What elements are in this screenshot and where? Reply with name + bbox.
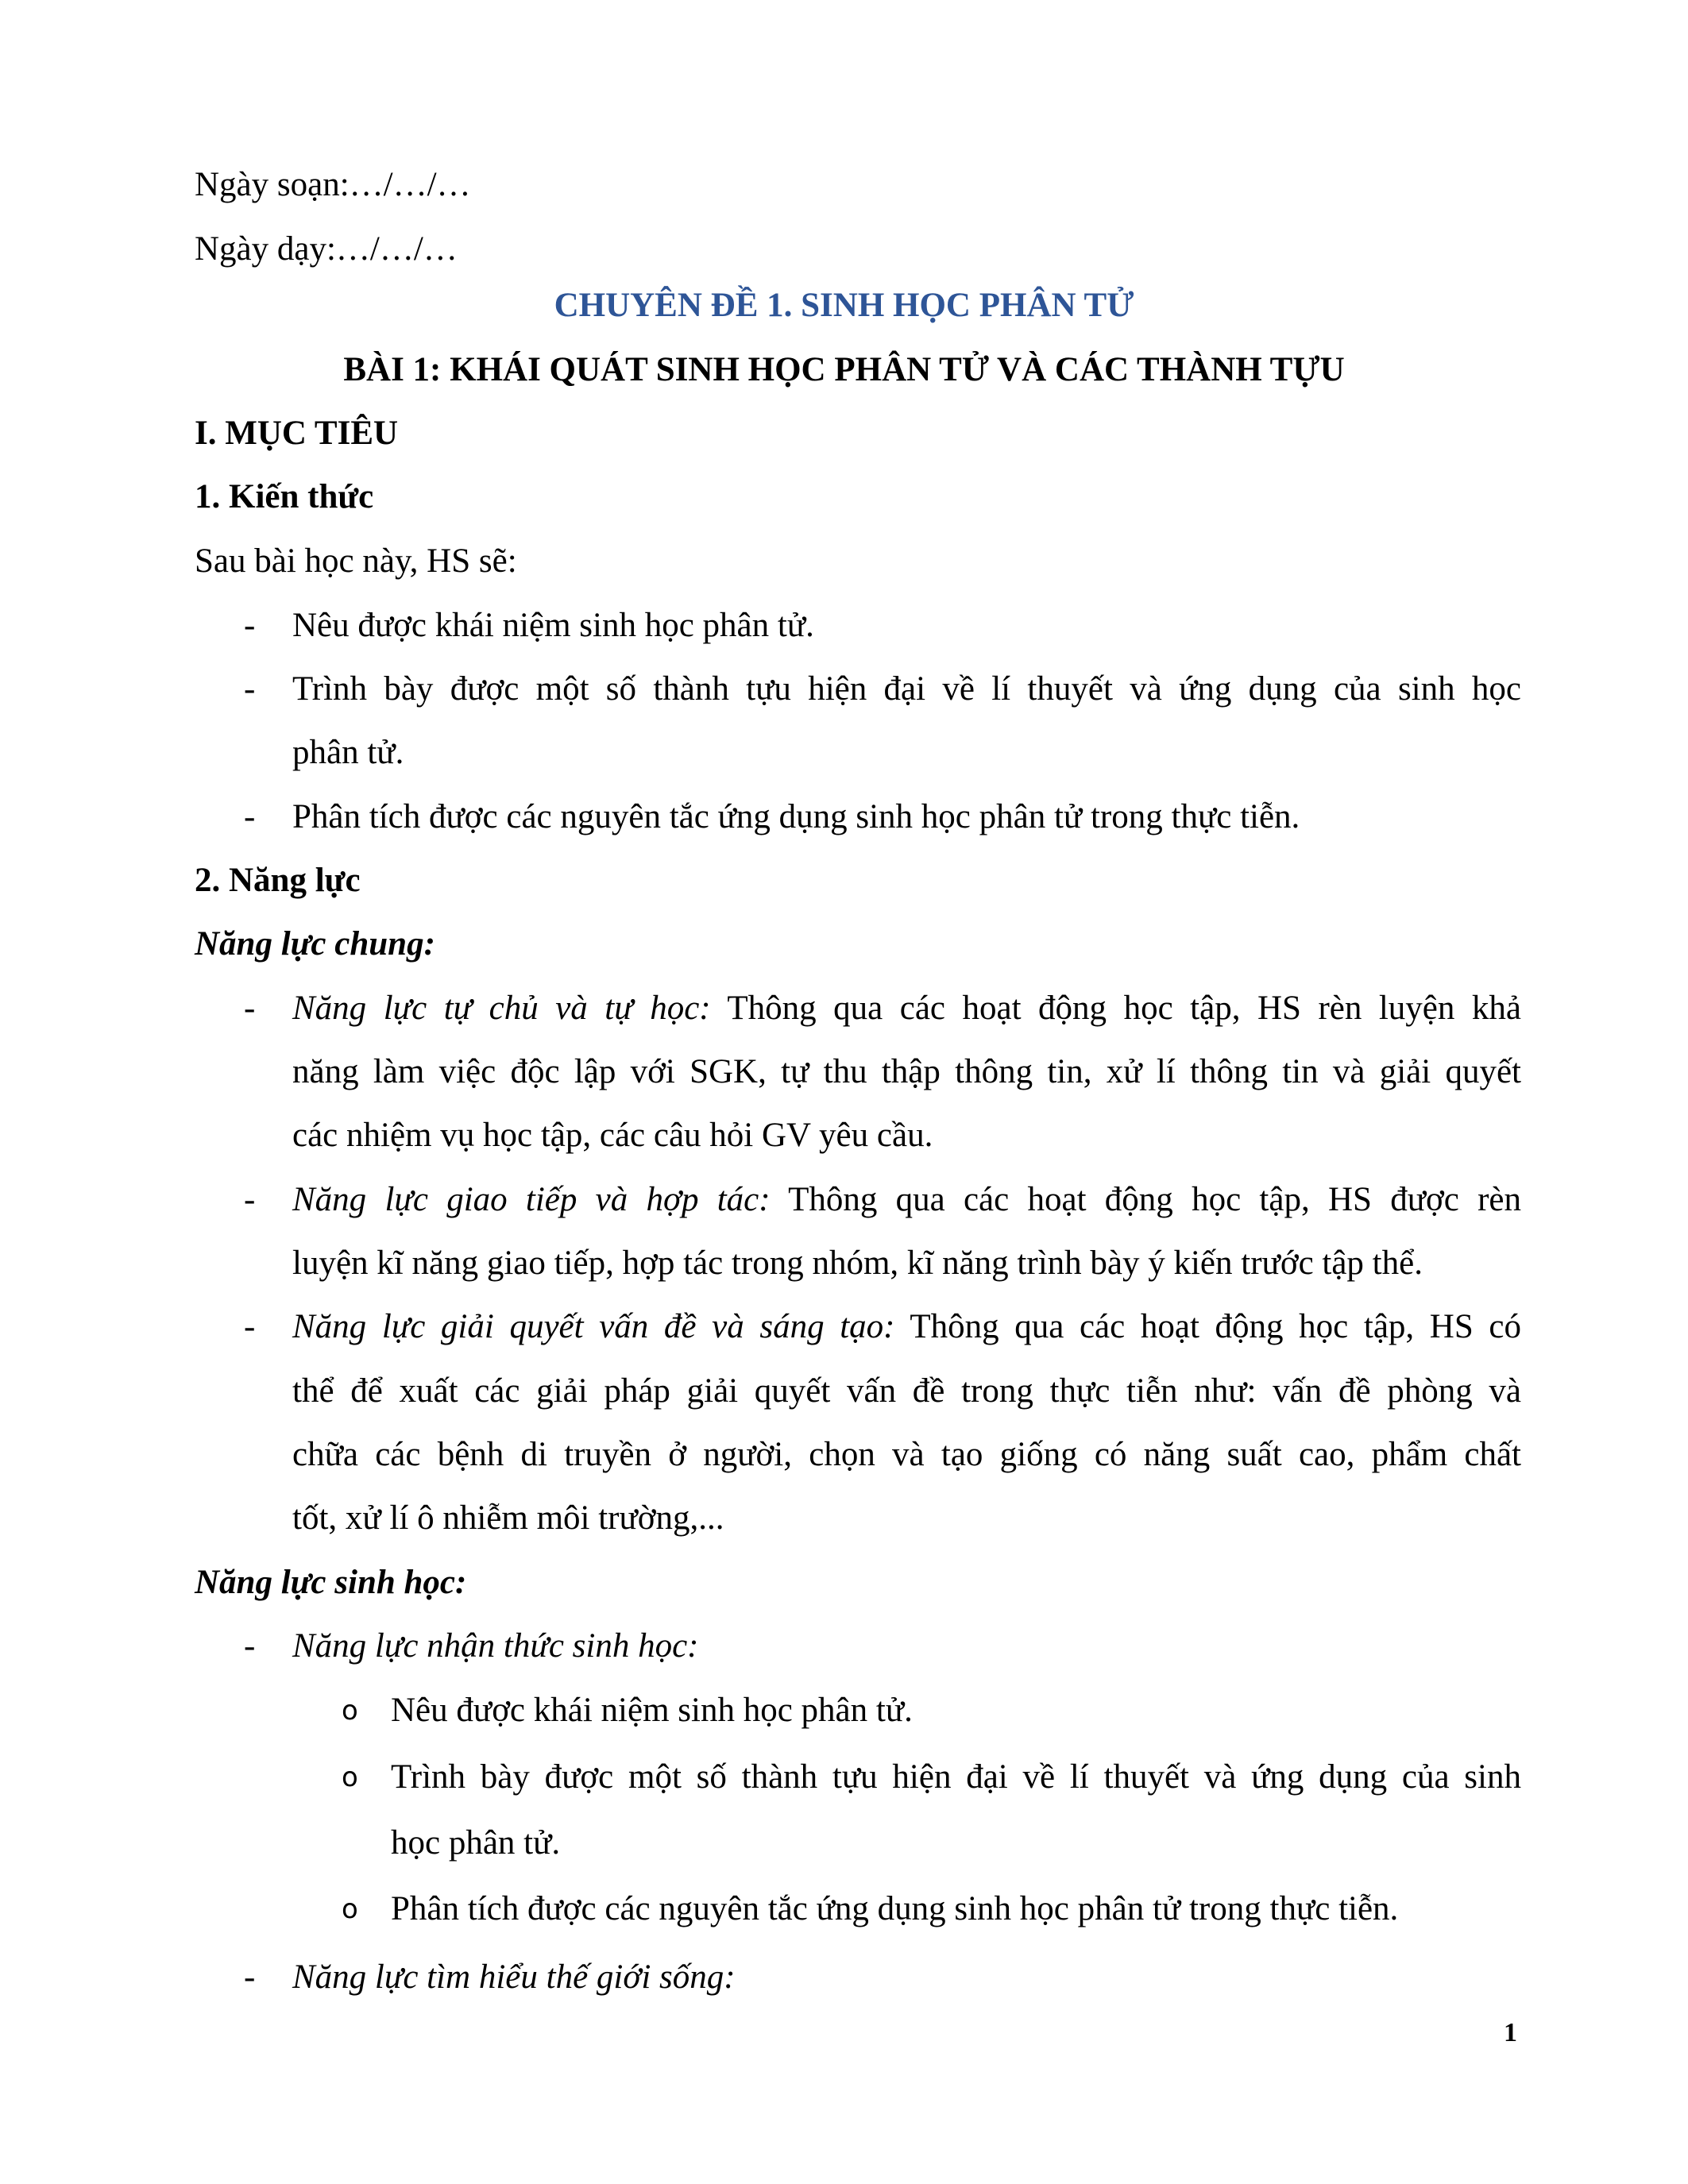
nang-luc-giao-tiep-label: Năng lực giao tiếp và hợp tác: xyxy=(292,1181,771,1218)
ngay-day: Ngày dạy:…/…/… xyxy=(195,230,458,268)
nhan-thuc-item-1: Nêu được khái niệm sinh học phân tử. xyxy=(391,1692,913,1729)
nang-luc-tu-chu-line-2: năng làm việc độc lập với SGK, tự thu thập thông tin, xử lí thông tin và giải quyết xyxy=(292,1053,1521,1090)
kien-thuc-item-3: Phân tích được các nguyên tắc ứng dụng sinh học phân tử trong thực tiễn. xyxy=(292,798,1300,835)
section-muc-tieu: I. MỤC TIÊU xyxy=(195,415,399,452)
bullet-dash: - xyxy=(244,1958,256,1996)
nang-luc-giai-quyet-line-2: thể để xuất các giải pháp giải quyết vấn đề trong thực tiễn như: vấn đề phòng và xyxy=(292,1372,1521,1410)
bullet-dash: - xyxy=(244,607,256,644)
bullet-circle: o xyxy=(342,1695,358,1727)
tim-hieu-label: Năng lực tìm hiểu thế giới sống: xyxy=(292,1958,736,1996)
bullet-dash: - xyxy=(244,990,256,1027)
kien-thuc-item-2: Trình bày được một số thành tựu hiện đại về lí thuyết và ứng dụng của sinh học xyxy=(292,670,1521,708)
ngay-soan: Ngày soạn:…/…/… xyxy=(195,166,471,203)
bullet-circle: o xyxy=(342,1893,358,1925)
chuyen-de-title: CHUYÊN ĐỀ 1. SINH HỌC PHÂN TỬ xyxy=(554,287,1134,324)
nhan-thuc-item-2-cont: học phân tử. xyxy=(391,1824,561,1862)
bullet-dash: - xyxy=(244,1181,256,1218)
nang-luc-giai-quyet-text: Thông qua các hoạt động học tập, HS có xyxy=(894,1308,1521,1345)
nang-luc-tu-chu-line-1 xyxy=(292,986,1521,1031)
nang-luc-giao-tiep-text: Thông qua các hoạt động học tập, HS được rèn xyxy=(770,1181,1522,1218)
kien-thuc-intro: Sau bài học này, HS sẽ: xyxy=(195,542,517,580)
nhan-thuc-item-2: Trình bày được một số thành tựu hiện đại về lí thuyết và ứng dụng của sinh xyxy=(391,1758,1521,1796)
nang-luc-giai-quyet-line-1 xyxy=(292,1305,1521,1349)
nang-luc-tu-chu-line-3: các nhiệm vụ học tập, các câu hỏi GV yêu cầu. xyxy=(292,1117,933,1154)
bullet-dash: - xyxy=(244,1308,256,1345)
page-number: 1 xyxy=(1504,2018,1517,2047)
nang-luc-tu-chu-text: Thông qua các hoạt động học tập, HS rèn luyện khả xyxy=(710,990,1521,1027)
nang-luc-sinh-hoc-heading: Năng lực sinh học: xyxy=(195,1564,467,1601)
bullet-circle: o xyxy=(342,1761,358,1793)
nang-luc-tu-chu-label: Năng lực tự chủ và tự học: xyxy=(292,990,711,1027)
nhan-thuc-item-3: Phân tích được các nguyên tắc ứng dụng sinh học phân tử trong thực tiễn. xyxy=(391,1890,1399,1927)
kien-thuc-item-2-cont: phân tử. xyxy=(292,734,404,771)
nhan-thuc-label: Năng lực nhận thức sinh học: xyxy=(292,1627,699,1665)
bullet-dash: - xyxy=(244,1627,256,1665)
bullet-dash: - xyxy=(244,798,256,835)
nang-luc-giao-tiep-line-2: luyện kĩ năng giao tiếp, hợp tác trong nhóm, kĩ năng trình bày ý kiến trước tập thể. xyxy=(292,1244,1423,1282)
kien-thuc-item-1: Nêu được khái niệm sinh học phân tử. xyxy=(292,607,814,644)
bullet-dash: - xyxy=(244,670,256,708)
nang-luc-giai-quyet-label: Năng lực giải quyết vấn đề và sáng tạo: xyxy=(292,1308,895,1345)
nang-luc-heading: 2. Năng lực xyxy=(195,862,361,899)
bai-title: BÀI 1: KHÁI QUÁT SINH HỌC PHÂN TỬ VÀ CÁC THÀNH TỰU xyxy=(343,351,1345,388)
nang-luc-giai-quyet-line-4: tốt, xử lí ô nhiễm môi trường,... xyxy=(292,1499,724,1537)
nang-luc-giao-tiep-line-1 xyxy=(292,1178,1521,1222)
nang-luc-chung-heading: Năng lực chung: xyxy=(195,925,435,963)
kien-thuc-heading: 1. Kiến thức xyxy=(195,478,374,515)
nang-luc-giai-quyet-line-3: chữa các bệnh di truyền ở người, chọn và tạo giống có năng suất cao, phẩm chất xyxy=(292,1436,1521,1473)
